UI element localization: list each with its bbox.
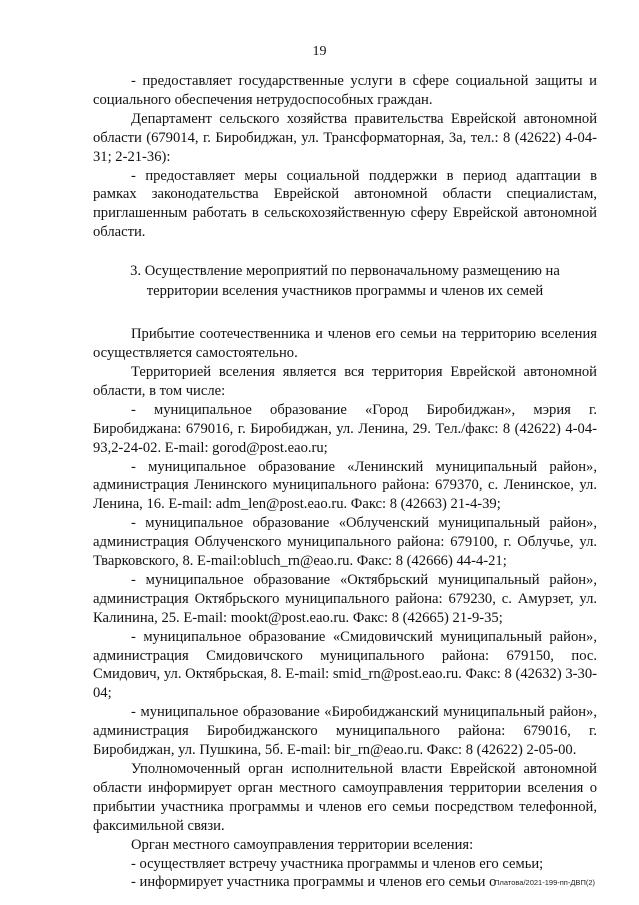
list-item: - муниципальное образование «Ленинский муниципальный район», администрация Ленинского муниципального района: 679370, с. Ленинское, ул. Ленина, 16. E-mail: adm_len@post.eao.ru. Факс: 8 (42663) 21-4-39;	[93, 458, 597, 513]
page-number: 19	[312, 44, 327, 59]
list-item: - муниципальное образование «Октябрьский муниципальный район», администрация Октябрьского муниципального района: 679230, с. Амурзет, ул. Калинина, 25. E-mail: mookt@post.eao.ru. Факс: 8 (42665) 21-9-35;	[93, 571, 597, 626]
list-item: - муниципальное образование «Город Биробиджан», мэрия г. Биробиджана: 679016, г. Биробиджан, ул. Ленина, 29. Тел./факс: 8 (42622) 4-04-93,2-24-02. E-mail: gorod@post.eao.ru;	[93, 401, 597, 456]
list-item: - муниципальное образование «Смидовичский муниципальный район», администрация Смидовичского муниципального района: 679150, пос. Смидович, ул. Октябрьская, 8. E-mail: smid_rn@post.eao.ru. Факс: 8 (42632) 3-30-04;	[93, 628, 597, 702]
section-heading-line: территории вселения участников программы и членов их семей	[146, 282, 544, 299]
paragraph: Территорией вселения является вся территория Еврейской автономной области, в том числе:	[93, 363, 597, 399]
list-item: - муниципальное образование «Облученский муниципальный район», администрация Облученского муниципального района: 679100, г. Облучье, ул. Тварковского, 8. E-mail:obluch_rn@eao.ru. Факс: 8 (42666) 44-4-21;	[93, 515, 597, 570]
paragraph: - предоставляет меры социальной поддержки в период адаптации в рамках законодательства Еврейской автономной области специалистам, приглашенным работать в сельскохозяйственную сферу Еврейской автономной области.	[93, 167, 597, 241]
paragraph: Прибытие соотечественника и членов его семьи на территорию вселения осуществляется самостоятельно.	[93, 326, 597, 362]
paragraph: - предоставляет государственные услуги в сфере социальной защиты и социального обеспечения нетрудоспособных граждан.	[93, 73, 597, 108]
paragraph: Уполномоченный орган исполнительной власти Еврейской автономной области информирует орган местного самоуправления территории вселения о прибытии участника программы и членов его семьи посредством телефонной, факсимильной связи.	[93, 761, 597, 834]
list-item: - осуществляет встречу участника программы и членов его семьи;	[131, 855, 544, 872]
section-heading-line: 3. Осуществление мероприятий по первоначальному размещению на	[130, 263, 560, 280]
list-item: - информирует участника программы и членов его семьи о	[131, 874, 497, 891]
paragraph: Департамент сельского хозяйства правительства Еврейской автономной области (679014, г. Биробиджан, ул. Трансформаторная, 3а, тел.: 8 (42622) 4-04-31; 2-21-36):	[93, 110, 597, 165]
footer-doc-id: Платова/2021-199-пп-ДВП(2)	[494, 878, 595, 887]
paragraph: Орган местного самоуправления территории вселения:	[131, 836, 474, 853]
section-heading	[93, 262, 597, 301]
document-body	[93, 72, 597, 892]
list-item: - муниципальное образование «Биробиджанский муниципальный район», администрация Биробиджанского муниципального района: 679016, г. Биробиджан, ул. Пушкина, 5б. E-mail: bir_rn@eao.ru. Факс: 8 (42622) 2-05-00.	[93, 704, 597, 759]
